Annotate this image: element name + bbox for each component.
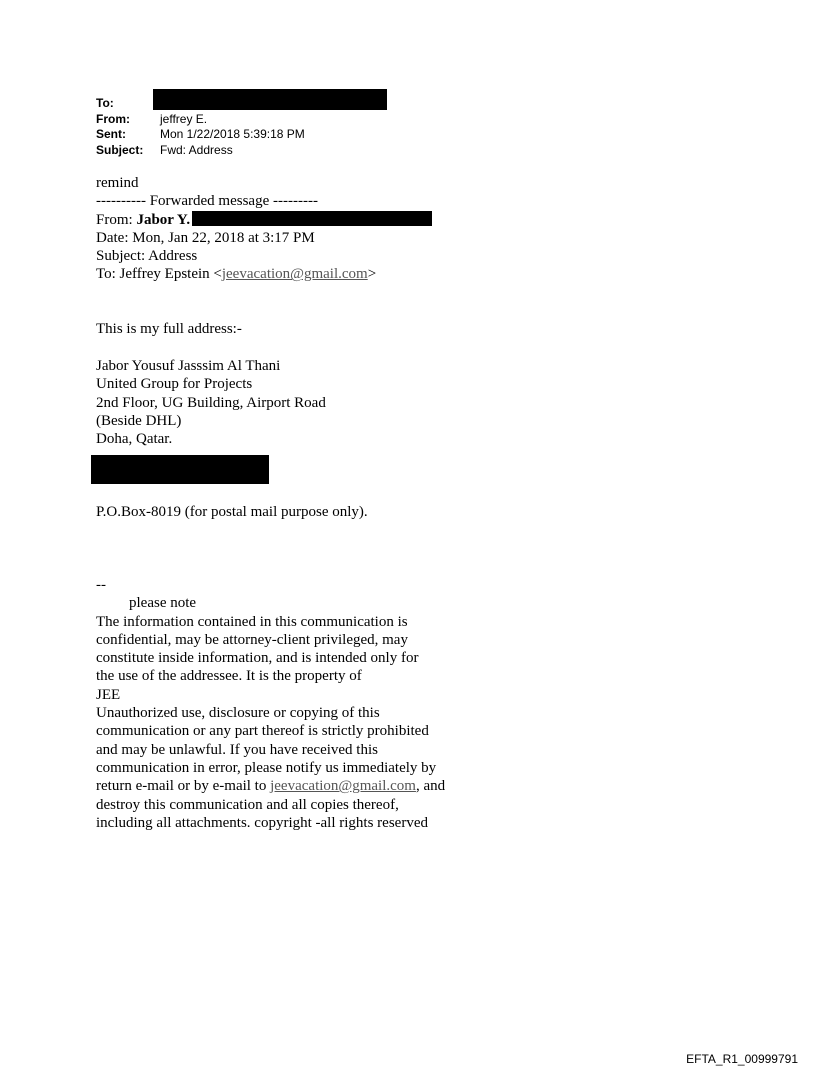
from-row: [96, 112, 387, 128]
email-link[interactable]: jeevacation@gmail.com: [221, 266, 368, 283]
address-line: (Beside DHL): [96, 412, 182, 429]
forwarded-from: [96, 211, 556, 229]
redaction-box: [91, 455, 269, 484]
subject-value: Fwd: Address: [160, 142, 233, 157]
forwarded-to: [96, 265, 556, 283]
forwarded-from-label: From:: [96, 211, 137, 228]
please-note: please note: [129, 595, 197, 612]
email-body: [96, 174, 556, 832]
disclaimer-line: The information contained in this communication is: [96, 613, 408, 630]
disclaimer-line: Unauthorized use, disclosure or copying of this: [96, 705, 380, 722]
remind-text: remind: [96, 175, 139, 191]
disclaimer-line: communication in error, please notify us immediately by: [96, 759, 437, 776]
forwarded-from-name: Jabor Y.: [136, 211, 191, 228]
address-intro: This is my full address:-: [96, 321, 242, 338]
forwarded-subject: Subject: Address: [96, 248, 198, 265]
po-box: P.O.Box-8019 (for postal mail purpose only).: [96, 503, 368, 520]
disclaimer-line: and may be unlawful. If you have received this: [96, 741, 378, 758]
sent-value: Mon 1/22/2018 5:39:18 PM: [160, 127, 305, 141]
sent-row: [96, 127, 387, 143]
forwarded-date: Date: Mon, Jan 22, 2018 at 3:17 PM: [96, 229, 315, 246]
address-line: Doha, Qatar.: [96, 431, 173, 448]
redaction-box: [153, 89, 387, 110]
disclaimer-line: confidential, may be attorney-client privileged, may: [96, 631, 408, 648]
forwarded-to-prefix: To: Jeffrey Epstein <: [96, 266, 222, 283]
forwarded-to-suffix: >: [367, 266, 377, 283]
from-label: From:: [96, 111, 130, 126]
address-line: United Group for Projects: [96, 376, 253, 393]
disclaimer-email-line: [96, 777, 556, 795]
redaction-box: [192, 211, 432, 226]
disclaimer-line: constitute inside information, and is intended only for: [96, 650, 419, 667]
disclaimer-line: including all attachments. copyright -all rights reserved: [96, 814, 428, 831]
disclaimer-email-suffix: , and: [415, 778, 446, 795]
document-id: EFTA_R1_00999791: [686, 1052, 798, 1066]
subject-label: Subject:: [96, 142, 144, 157]
from-value: jeffrey E.: [160, 111, 208, 126]
address-line: Jabor Yousuf Jasssim Al Thani: [96, 357, 281, 374]
disclaimer-line: JEE: [96, 686, 121, 703]
forward-separator: ---------- Forwarded message ---------: [96, 193, 318, 210]
email-link[interactable]: jeevacation@gmail.com: [270, 778, 416, 795]
disclaimer-line: communication or any part thereof is strictly prohibited: [96, 723, 429, 740]
sent-label: Sent:: [96, 127, 126, 141]
to-row: [96, 96, 387, 112]
address-line: 2nd Floor, UG Building, Airport Road: [96, 394, 326, 411]
signature-dash: --: [96, 576, 106, 593]
subject-row: [96, 143, 387, 159]
disclaimer-line: destroy this communication and all copies thereof,: [96, 796, 399, 813]
disclaimer-line: the use of the addressee. It is the property of: [96, 668, 362, 685]
to-label: To:: [96, 96, 114, 110]
disclaimer-email-prefix: return e-mail or by e-mail to: [96, 778, 271, 795]
email-header: [96, 96, 387, 158]
